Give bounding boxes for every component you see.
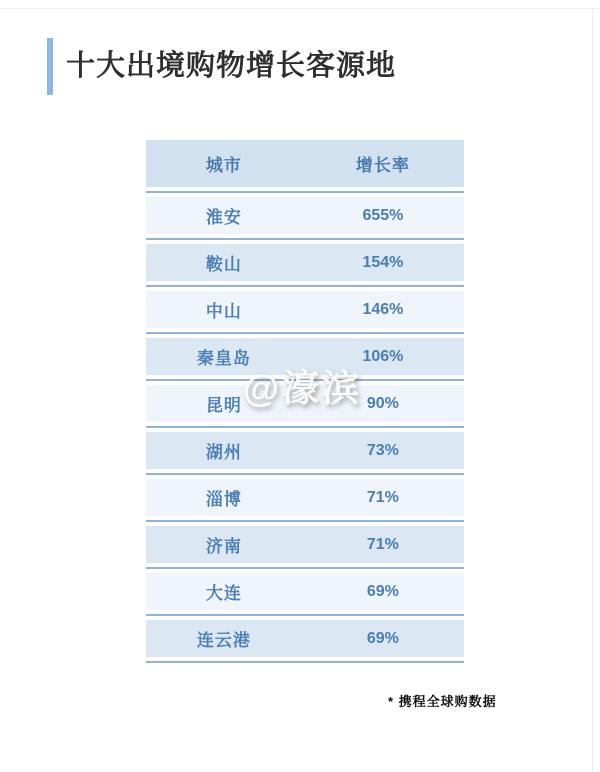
- table-row: [146, 197, 464, 234]
- divider-line: [146, 614, 464, 616]
- column-header-rate: 增长率: [355, 156, 410, 175]
- city-cell: 淮安: [205, 208, 242, 227]
- page-top-edge-line: [0, 8, 600, 9]
- city-cell: 昆明: [205, 396, 242, 415]
- rate-cell: 73%: [366, 441, 399, 459]
- table-row: [146, 291, 464, 328]
- title-block: [47, 38, 396, 95]
- rate-cell: 90%: [366, 394, 399, 412]
- city-cell: 连云港: [196, 631, 251, 650]
- rate-cell: 71%: [366, 535, 399, 553]
- data-source-note: * 携程全球购数据: [388, 694, 497, 709]
- city-cell: 大连: [205, 584, 242, 603]
- row-divider: [146, 234, 464, 244]
- table-row: [146, 573, 464, 610]
- rate-cell: 106%: [362, 347, 404, 365]
- page-right-edge-line: [592, 8, 593, 772]
- rate-cell: 69%: [366, 629, 399, 647]
- row-divider: [146, 281, 464, 291]
- city-cell: 济南: [205, 537, 242, 556]
- divider-line: [146, 238, 464, 240]
- divider-line: [146, 426, 464, 428]
- row-divider: [146, 422, 464, 432]
- city-cell: 淄博: [205, 490, 242, 509]
- rate-cell: 146%: [362, 300, 404, 318]
- table-row: [146, 526, 464, 563]
- page-title: 十大出境购物增长客源地: [66, 50, 397, 82]
- divider-line: [146, 473, 464, 475]
- table-row: [146, 432, 464, 469]
- table-row: [146, 244, 464, 281]
- rate-cell: 154%: [362, 253, 404, 271]
- row-divider: [146, 469, 464, 479]
- rate-cell: 71%: [366, 488, 399, 506]
- divider-line: [146, 661, 464, 663]
- row-divider: [146, 563, 464, 573]
- column-header-city: 城市: [205, 156, 242, 175]
- rate-cell: 655%: [362, 206, 404, 224]
- city-cell: 鞍山: [205, 255, 242, 274]
- rate-cell: 69%: [366, 582, 399, 600]
- row-divider: [146, 516, 464, 526]
- title-accent-bar: [47, 38, 53, 95]
- row-divider: [146, 328, 464, 338]
- table-header-row: [146, 140, 464, 187]
- row-divider: [146, 657, 464, 667]
- divider-line: [146, 567, 464, 569]
- row-divider: [146, 187, 464, 197]
- table-row: [146, 479, 464, 516]
- table-row: [146, 620, 464, 657]
- row-divider: [146, 610, 464, 620]
- divider-line: [146, 191, 464, 193]
- divider-line: [146, 332, 464, 334]
- watermark: @濠滨: [243, 368, 363, 409]
- divider-line: [146, 520, 464, 522]
- city-cell: 秦皇岛: [196, 349, 251, 368]
- city-cell: 湖州: [205, 443, 242, 462]
- city-cell: 中山: [205, 302, 242, 321]
- divider-line: [146, 285, 464, 287]
